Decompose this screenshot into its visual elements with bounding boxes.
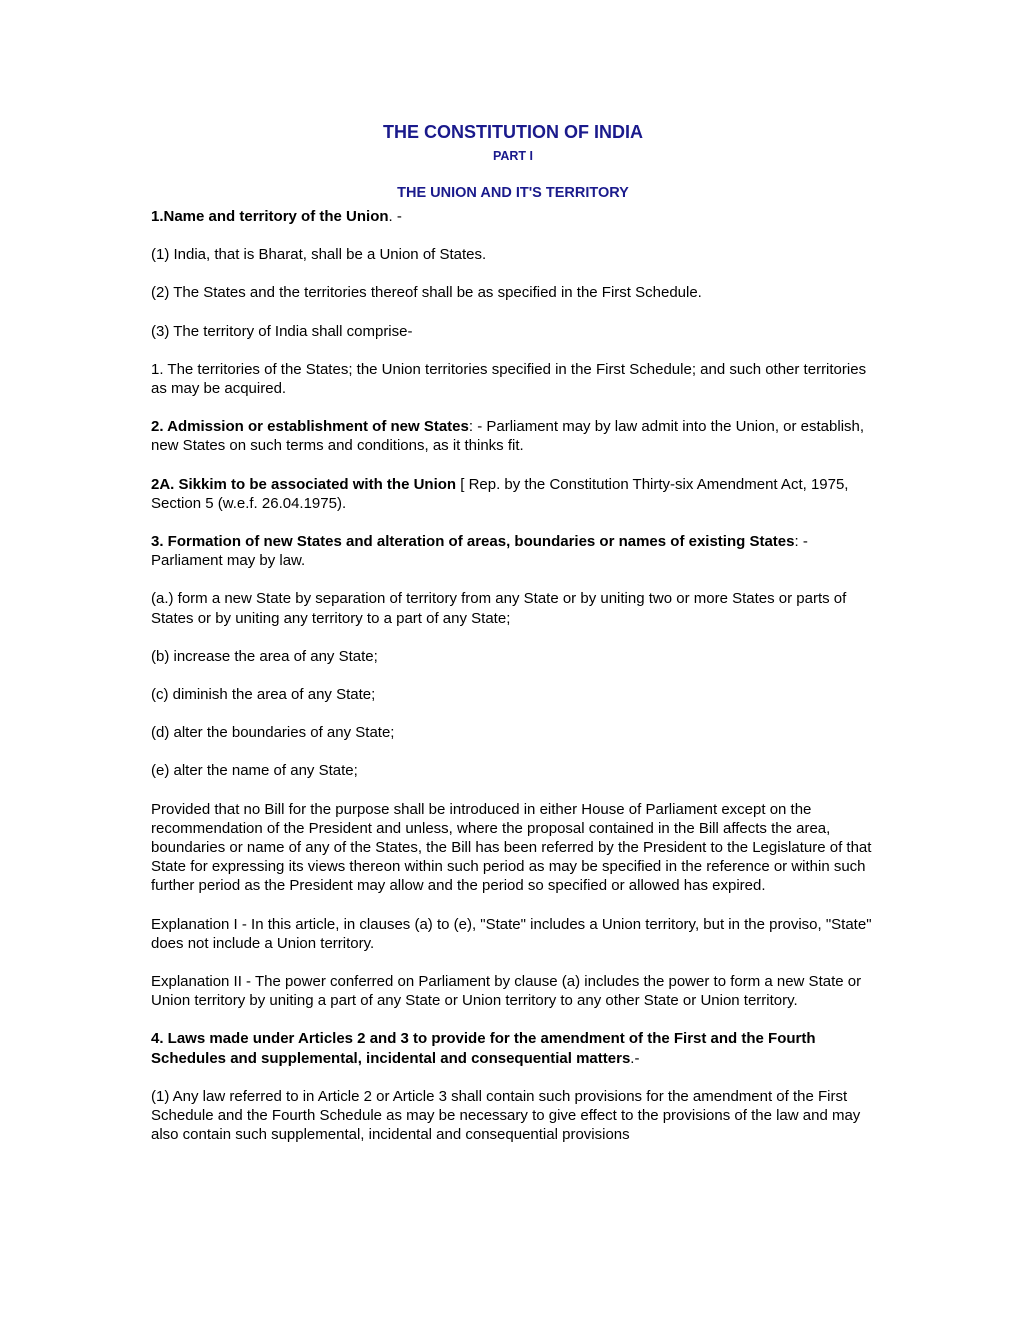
article-2a-body: [ Rep. by the Constitution Thirty-six Amendment Act, 1975, Section 5 (w.e.f. 26.04.1975). xyxy=(151,475,849,512)
article-3-clause-e: (e) alter the name of any State; xyxy=(151,762,358,780)
article-4 xyxy=(151,1029,875,1067)
article-4-tail: .- xyxy=(630,1049,640,1067)
article-2a xyxy=(151,475,875,513)
article-1-tail: . - xyxy=(388,208,402,225)
article-4-title: 4. Laws made under Articles 2 and 3 to provide for the amendment of the First and the Fourth Schedules and supplemental, incidental and consequential matters xyxy=(151,1030,816,1067)
article-3-body: : - Parliament may by law. xyxy=(151,533,808,570)
article-3-clause-c: (c) diminish the area of any State; xyxy=(151,686,376,704)
article-2 xyxy=(151,417,875,455)
article-1-clause-3: (3) The territory of India shall comprise- xyxy=(151,322,413,340)
part-subtitle: THE UNION AND IT'S TERRITORY xyxy=(397,185,629,201)
article-2-body: : - Parliament may by law admit into the Union, or establish, new States on such terms and conditions, as it thinks fit. xyxy=(151,418,865,455)
article-3-clause-a: (a.) form a new State by separation of territory from any State or by uniting two or more States or parts of States or by uniting any territory to a part of any State; xyxy=(151,590,847,627)
article-3-proviso: Provided that no Bill for the purpose shall be introduced in either House of Parliament except on the recommendation of the President and unless, where the proposal contained in the Bill affects the area, boundaries or name of any of the States, the Bill has been referred by the President to the Legislature of that State for expressing its views thereon within such period as may be specified in the reference or within such further period as the President may allow and the period so specified or allowed has expired. xyxy=(151,800,872,895)
article-1-title: 1.Name and territory of the Union xyxy=(151,208,389,225)
article-4-clause-1: (1) Any law referred to in Article 2 or Article 3 shall contain such provisions for the amendment of the First Schedule and the Fourth Schedule as may be necessary to give effect to the provisions of the law and may also contain such supplemental, incidental and consequential provisions xyxy=(151,1087,861,1144)
article-2-title: 2. Admission or establishment of new States xyxy=(151,418,469,436)
document-title: THE CONSTITUTION OF INDIA xyxy=(383,122,643,142)
article-1-clause-3-item-1: 1. The territories of the States; the Union territories specified in the First Schedule; and such other territories as may be acquired. xyxy=(151,360,867,398)
article-1-clause-2: (2) The States and the territories thereof shall be as specified in the First Schedule. xyxy=(151,284,702,302)
article-3 xyxy=(151,532,875,570)
article-3-explanation-2: Explanation II - The power conferred on Parliament by clause (a) includes the power to form a new State or Union territory by uniting a part of any State or Union territory to any other State or Union territory. xyxy=(151,973,862,1010)
article-1-clause-1: (1) India, that is Bharat, shall be a Union of States. xyxy=(151,246,487,264)
article-3-title: 3. Formation of new States and alteration of areas, boundaries or names of existing States xyxy=(151,533,795,551)
article-3-clause-d: (d) alter the boundaries of any State; xyxy=(151,724,395,742)
document-page xyxy=(151,120,875,1145)
part-heading: PART I xyxy=(492,149,534,163)
article-1-heading xyxy=(151,207,875,226)
article-3-explanation-1: Explanation I - In this article, in clauses (a) to (e), "State" includes a Union territory, but in the proviso, "State" does not include a Union territory. xyxy=(151,915,872,952)
article-2a-title: 2A. Sikkim to be associated with the Union xyxy=(151,475,457,493)
article-3-clause-b: (b) increase the area of any State; xyxy=(151,647,378,665)
